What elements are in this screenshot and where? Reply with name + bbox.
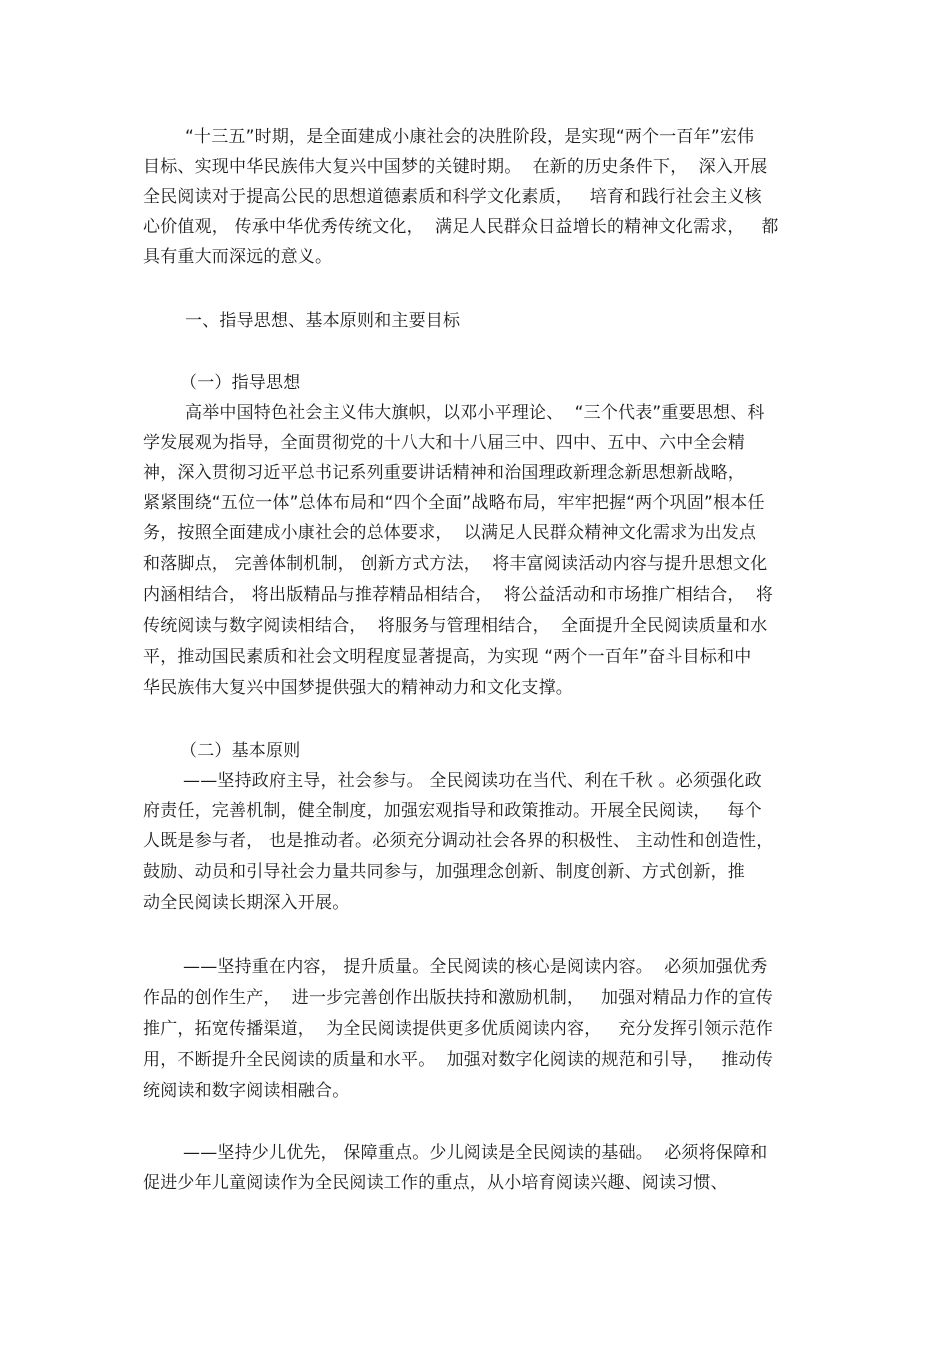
text-line: 促进少年儿童阅读作为全民阅读工作的重点，从小培育阅读兴趣、阅读习惯、 <box>143 1173 728 1193</box>
text-line: 和落脚点， 完善体制机制， 创新方式方法， 将丰富阅读活动内容与提升思想文化 <box>143 554 768 574</box>
text-line: 人既是参与者， 也是推动者。必须充分调动社会各界的积极性、 主动性和创造性， <box>143 831 774 851</box>
text-line: 统阅读和数字阅读相融合。 <box>143 1081 350 1101</box>
subsection-heading: （二）基本原则 <box>180 741 301 761</box>
text-line: 紧紧围绕“五位一体”总体布局和“四个全面”战略布局，牢牢把握“两个巩固”根本任 <box>143 493 765 513</box>
text-line: 内涵相结合， 将出版精品与推荐精品相结合， 将公益活动和市场推广相结合， 将 <box>143 585 774 605</box>
text-line: 鼓励、动员和引导社会力量共同参与，加强理念创新、制度创新、方式创新，推 <box>143 862 745 882</box>
text-line: 传统阅读与数字阅读相结合， 将服务与管理相结合， 全面提升全民阅读质量和水 <box>143 616 768 636</box>
text-line: 动全民阅读长期深入开展。 <box>143 893 350 913</box>
text-line: 全民阅读对于提高公民的思想道德素质和科学文化素质， 培育和践行社会主义核 <box>143 187 762 207</box>
text-line: 推广，拓宽传播渠道， 为全民阅读提供更多优质阅读内容， 充分发挥引领示范作 <box>143 1019 774 1039</box>
text-line: 高举中国特色社会主义伟大旗帜，以邓小平理论、 “三个代表”重要思想、科 <box>185 403 765 423</box>
text-line: 学发展观为指导，全面贯彻党的十八大和十八届三中、四中、五中、六中全会精 <box>143 433 745 453</box>
text-line: 华民族伟大复兴中国梦提供强大的精神动力和文化支撑。 <box>143 678 573 698</box>
text-line: 作品的创作生产， 进一步完善创作出版扶持和激励机制， 加强对精品力作的宣传 <box>143 988 774 1008</box>
text-line: “十三五”时期，是全面建成小康社会的决胜阶段，是实现“两个一百年”宏伟 <box>185 127 755 147</box>
text-line: 务，按照全面建成小康社会的总体要求， 以满足人民群众精神文化需求为出发点 <box>143 523 757 543</box>
text-line: 神，深入贯彻习近平总书记系列重要讲话精神和治国理政新理念新思想新战略， <box>143 463 745 483</box>
section-heading: 一、指导思想、基本原则和主要目标 <box>185 311 461 331</box>
text-line: 用，不断提升全民阅读的质量和水平。 加强对数字化阅读的规范和引导， 推动传 <box>143 1050 774 1070</box>
text-line: ——坚持少儿优先， 保障重点。少儿阅读是全民阅读的基础。 必须将保障和 <box>183 1143 768 1163</box>
text-line: 平，推动国民素质和社会文明程度显著提高，为实现 “两个一百年”奋斗目标和中 <box>143 647 752 667</box>
text-line: ——坚持政府主导，社会参与。 全民阅读功在当代、利在千秋 。必须强化政 <box>183 771 762 791</box>
text-line: 目标、实现中华民族伟大复兴中国梦的关键时期。 在新的历史条件下， 深入开展 <box>143 157 768 177</box>
subsection-heading: （一）指导思想 <box>180 373 301 393</box>
text-line: 具有重大而深远的意义。 <box>143 247 333 267</box>
text-line: 心价值观， 传承中华优秀传统文化， 满足人民群众日益增长的精神文化需求， 都 <box>143 217 779 237</box>
text-line: 府责任，完善机制，健全制度，加强宏观指导和政策推动。开展全民阅读， 每个 <box>143 801 762 821</box>
text-line: ——坚持重在内容， 提升质量。全民阅读的核心是阅读内容。 必须加强优秀 <box>183 957 768 977</box>
